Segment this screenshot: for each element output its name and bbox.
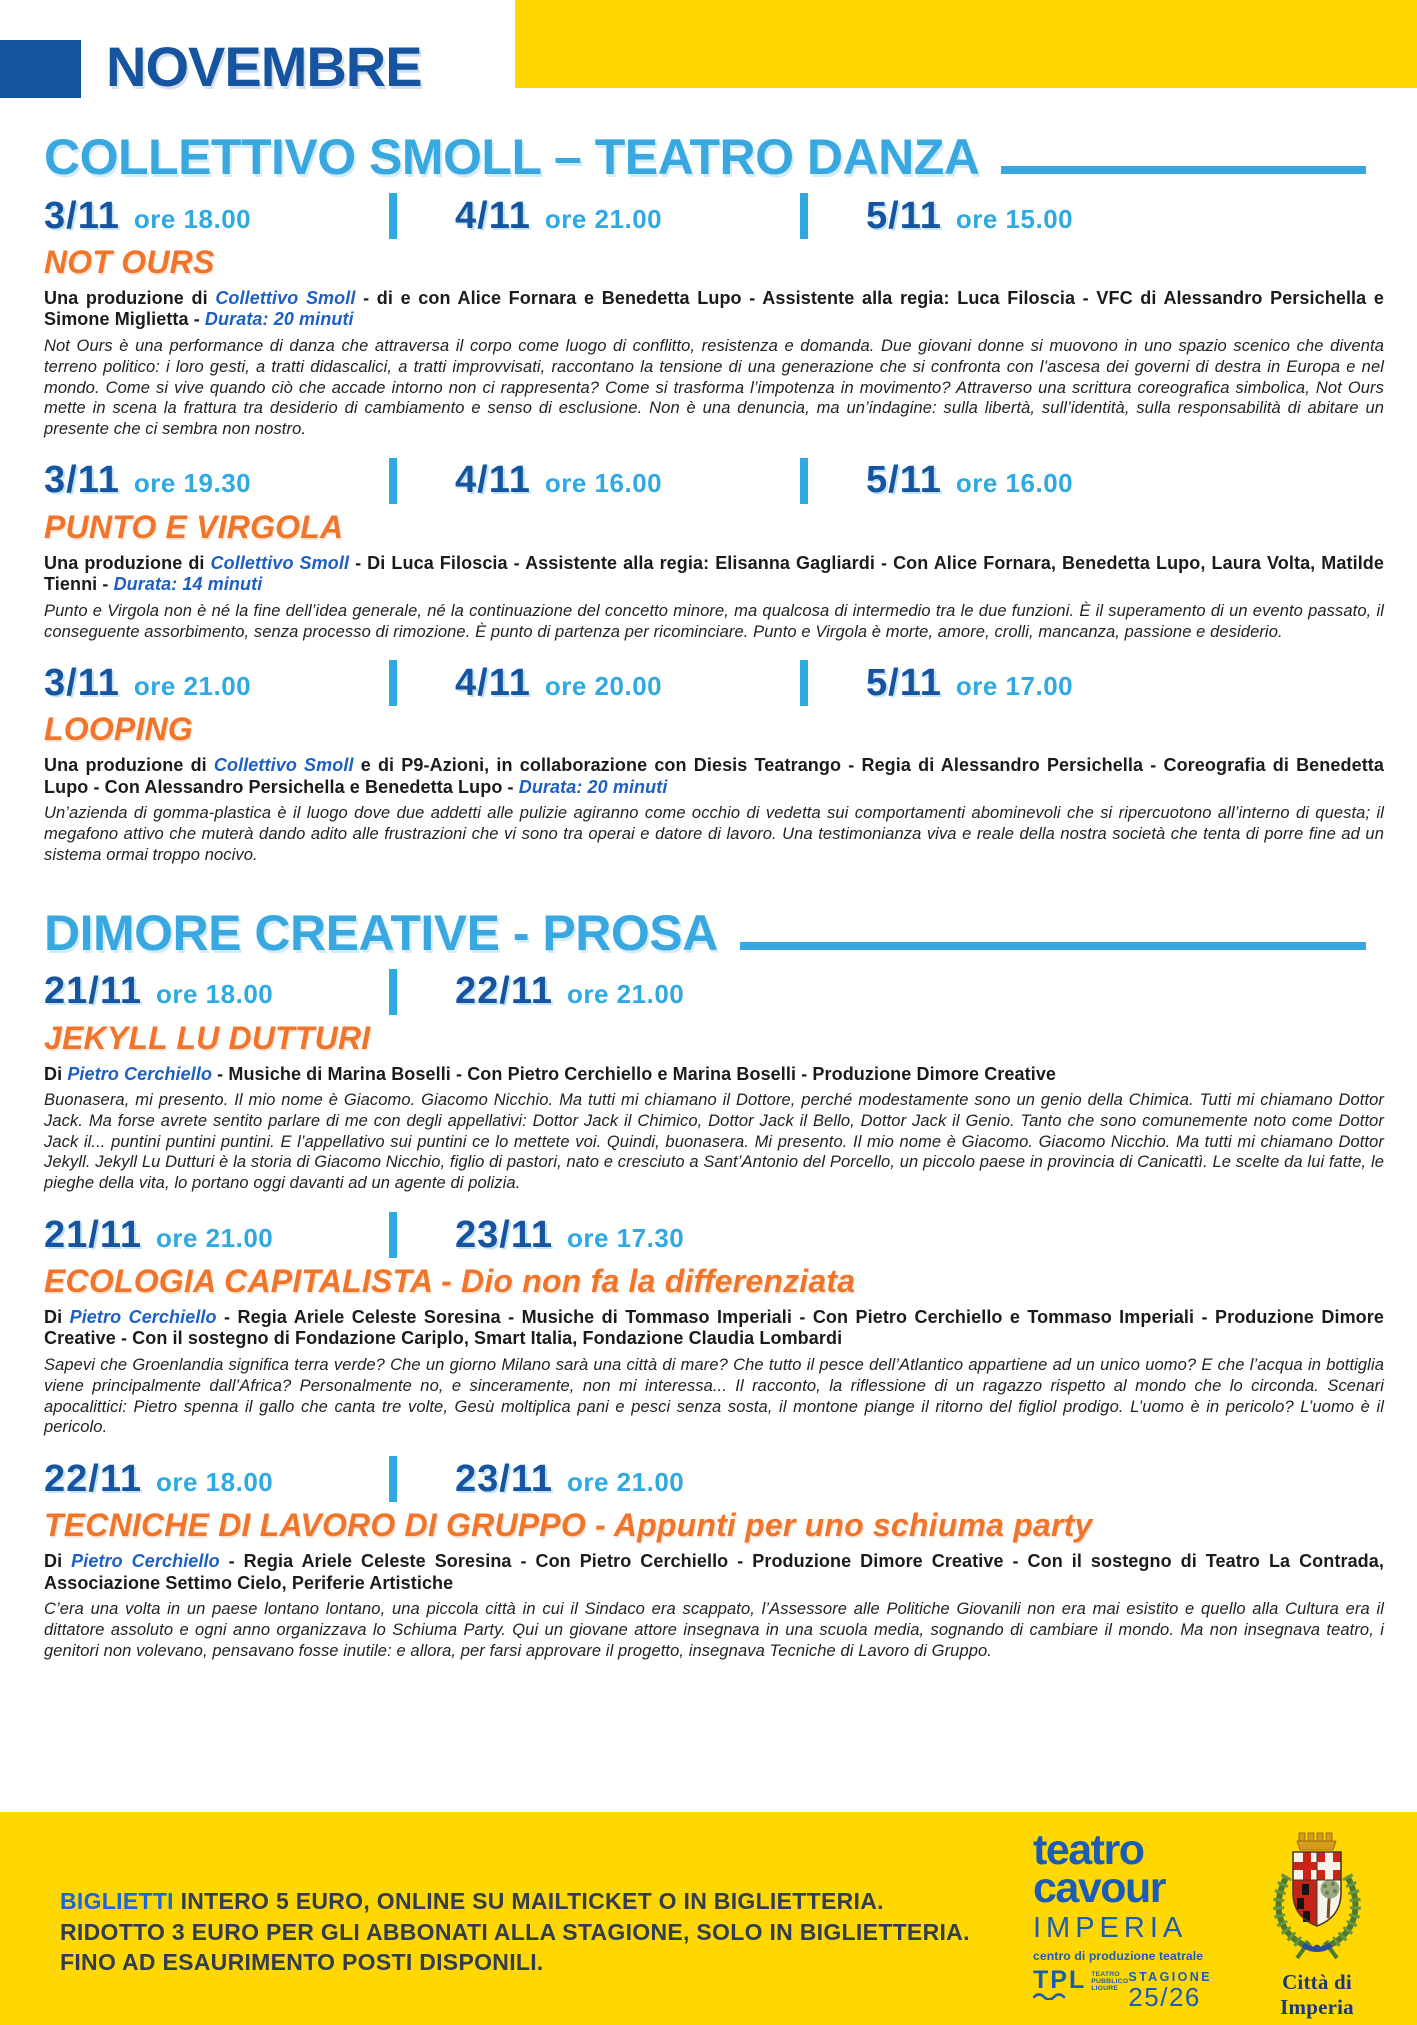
event-description: Punto e Virgola non è né la fine dell’idea generale, né la continuazione del concetto minore, ma qualcosa di intermedio tra le due funzioni. È il superamento di un evento passato, il conseguente assorbimento, senza processo di rimozione. È punto di partenza per ricominciare. Punto e Virgola è morte, amore, crolli, mancanza, passione e desiderio. <box>44 601 1384 641</box>
credits-segment: Una produzione di <box>44 552 211 573</box>
credits-segment: Durata: 20 minuti <box>518 776 668 797</box>
event-date: 21/11 <box>44 970 142 1013</box>
section-heading-underline <box>1001 166 1366 174</box>
date-group <box>44 970 389 1013</box>
ticket-info <box>60 1886 970 1978</box>
tpl-wordmark <box>1091 1971 1128 1993</box>
date-group <box>44 195 389 238</box>
credits-segment: Durata: 20 minuti <box>204 309 354 330</box>
ticket-info-segment: FINO AD ESAURIMENTO POSTI DISPONILI. <box>60 1949 544 1975</box>
event-time: ore 21.00 <box>133 670 252 701</box>
event-date: 5/11 <box>866 459 942 502</box>
event-credits <box>44 553 1384 596</box>
tpl-word-teatro: TEATRO <box>1091 1970 1120 1978</box>
programme-section <box>44 904 1384 1662</box>
event-description: Buonasera, mi presento. Il mio nome è Giacomo. Giacomo Nicchio. Ma tutti mi chiamano il Dottore, perché modestamente sono un genio della Chimica. Tutti mi chiamano Dottor Jack. Ma forse avrete sentito parlare di me con degli appellativi: Dottor Jack il Chimico, Dottor Jack il Bello, Dottor Jack il Genio. Tanto che sono comunemente noto come Dottor Jack il... puntini puntini puntini. E l’appellativo sui puntini ce lo mettete voi. Quindi, buonasera. Mi presento. Il mio nome è Giacomo. Giacomo Nicchio. Ma tutti mi chiamano Dottor Jekyll. Jekyll Lu Dutturi è la storia di Giacomo Nicchio, figlio di pastori, nato e cresciuto a Sant’Antonio del Porcello, un piccolo paese in provincia di Canicattì. Le scelte da lui fatte, le pieghe della vita, lo portano oggi davanti ad un agente di polizia. <box>44 1091 1384 1193</box>
credits-segment: Pietro Cerchiello <box>69 1306 217 1327</box>
event-time: ore 15.00 <box>955 203 1074 234</box>
coat-of-arms-icon <box>1261 1826 1373 1964</box>
date-separator-bar <box>800 660 808 706</box>
date-group <box>455 1458 800 1501</box>
ticket-info-segment: RIDOTTO 3 EURO <box>60 1918 266 1945</box>
event-date: 3/11 <box>44 194 120 237</box>
ticket-info-segment: INTERO 5 EURO, <box>180 1888 377 1914</box>
event-block <box>44 969 1384 1194</box>
event-description: Not Ours è una performance di danza che attraversa il corpo come luogo di conflitto, resistenza e domanda. Due giovani donne si muovono in uno spazio scenico che diventa terreno politico: i loro gesti, a tratti didascalici, a tratti improvvisati, raccontano la tensione di una generazione che si confronta con l’ascesa dei governi di destra in Europa e nel mondo. Come si vive quando ciò che accade intorno non ci rappresenta? Come si trasforma l’impotenza in movimento? Attraverso una scrittura coreografica simbolica, Not Ours mette in scena la frattura tra desiderio di cambiamento e senso di esclusione. Non è una denuncia, ma un’indagine: sulla libertà, sull’identità, sulla responsabilità di abitare un presente che ci sembra non nostro. <box>44 336 1384 439</box>
date-separator-bar <box>800 458 808 504</box>
event-date: 3/11 <box>44 661 120 704</box>
section-heading-underline <box>740 942 1366 950</box>
event-block <box>44 1456 1384 1661</box>
credits-segment: - Di Luca Filoscia - Assistente alla regia: Elisanna Gagliardi - Con Alice Fornara, Benedetta Lupo, Laura Volta, Matilde Tienni - <box>44 552 1385 595</box>
citta-di-imperia-emblem <box>1250 1826 1384 2020</box>
date-group <box>866 195 1211 238</box>
credits-segment: Durata: 14 minuti <box>113 574 263 595</box>
logo-tagline: centro di produzione teatrale <box>1033 1948 1204 1963</box>
event-time: ore 21.00 <box>567 1466 685 1497</box>
credits-segment: Collettivo Smoll <box>210 552 350 573</box>
event-dates-row <box>44 193 1384 239</box>
programme-content <box>44 129 1385 1661</box>
credits-segment: e di P9-Azioni, in collaborazione con Diesis Teatrango - Regia di Alessandro Persichella - Coreografia di Benedetta Lupo - Con Alessandro Persichella e Benedetta Lupo - <box>44 755 1384 797</box>
event-time: ore 16.00 <box>544 468 663 499</box>
date-separator-bar <box>800 193 808 239</box>
event-date: 21/11 <box>44 1213 142 1256</box>
event-dates-row <box>44 969 1384 1015</box>
mural-crown <box>1297 1833 1336 1850</box>
date-group <box>455 662 800 705</box>
event-dates-row <box>44 1212 1384 1258</box>
event-date: 5/11 <box>866 661 942 704</box>
event-credits <box>44 755 1384 798</box>
footer <box>0 1812 1417 2025</box>
event-credits <box>44 1551 1384 1594</box>
logo-word-teatro: teatro <box>1033 1826 1144 1874</box>
event-dates-row <box>44 660 1384 706</box>
season-years: 25/26 <box>1128 1981 1201 2012</box>
date-group <box>455 970 800 1013</box>
date-group <box>44 662 389 705</box>
event-date: 22/11 <box>44 1457 142 1500</box>
credits-segment: - di e con Alice Fornara e Benedetta Lupo - Assistente alla regia: Luca Filoscia - VFC di Alessandro Persichella e Simone Miglietta - <box>44 287 1384 330</box>
credits-segment: Pietro Cerchiello <box>71 1551 220 1572</box>
event-title: LOOPING <box>44 711 193 748</box>
section-heading: COLLETTIVO SMOLL – TEATRO DANZA <box>44 129 980 185</box>
credits-segment: Collettivo Smoll <box>213 755 354 776</box>
date-separator-bar <box>389 458 397 504</box>
programme-section <box>44 129 1385 866</box>
event-description: Sapevi che Groenlandia significa terra verde? Che un giorno Milano sarà una città di mare? Che tutto il pesce dell’Atlantico appartiene ad un unico uomo? E che l’acqua in bottiglia viene principalmente dall’Africa? Personalmente no, e sinceramente, non mi interessa... Il racconto, la riflessione di un ragazzo rispetto al mondo che lo circonda. Scenari apocalittici: Pietro spenna il gallo che canta tre volte, Gesù moltiplica pani e pesci senza sosta, il montone piange il ritorno del figliol prodigo. L’uomo è in pericolo? L’uomo è il pericolo. <box>44 1355 1384 1437</box>
event-date: 3/11 <box>44 459 120 502</box>
ticket-info-line <box>60 1947 970 1978</box>
credits-segment: Una produzione di <box>44 287 216 308</box>
date-group <box>44 1458 389 1501</box>
tpl-word-ligure: LIGURE <box>1091 1985 1119 1993</box>
event-date: 23/11 <box>455 1457 553 1500</box>
date-group <box>866 662 1211 705</box>
credits-segment: - Musiche di Marina Boselli - Con Pietro Cerchiello e Marina Boselli - Produzione Dimore Creative <box>212 1063 1057 1084</box>
ticket-info-segment: BIGLIETTI <box>60 1888 181 1914</box>
event-title: NOT OURS <box>44 244 215 280</box>
event-time: ore 17.00 <box>955 670 1074 701</box>
credits-segment: Di <box>44 1063 68 1084</box>
event-block <box>44 193 1384 440</box>
event-title: ECOLOGIA CAPITALISTA - Dio non fa la differenziata <box>44 1263 856 1300</box>
event-block <box>44 660 1384 865</box>
month-marker-square <box>0 40 81 98</box>
credits-segment: Una produzione di <box>44 755 214 776</box>
date-separator-bar <box>389 969 397 1015</box>
event-block <box>44 1212 1384 1438</box>
logo-city: IMPERIA <box>1033 1911 1188 1944</box>
top-yellow-band <box>515 0 1417 88</box>
credits-segment: Collettivo Smoll <box>215 287 356 308</box>
date-group <box>44 1214 389 1257</box>
event-title: JEKYLL LU DUTTURI <box>44 1019 371 1056</box>
date-separator-bar <box>389 1456 397 1502</box>
date-separator-bar <box>389 1212 397 1258</box>
season-block <box>1128 1970 1212 2011</box>
date-group <box>44 459 389 502</box>
season-label: STAGIONE <box>1128 1969 1212 1984</box>
event-time: ore 18.00 <box>156 979 274 1010</box>
event-date: 5/11 <box>866 194 942 237</box>
tpl-letters: TPL <box>1033 1965 1087 1994</box>
event-description: C’era una volta in un paese lontano lontano, una piccola città in cui il Sindaco era scappato, l’Assessore alle Politiche Giovanili non era mai esistito e quello alla Cultura era il dittatore assoluto e ogni anno organizzava lo Schiuma Party. Qui un giovane attore insegnava in una scuola media, sognando di cambiare il mondo. Ma non insegnava teatro, i genitori non volevano, pensavano fosse inutile: e allora, per farsi approvare il progetto, insegnava Tecniche di Lavoro di Gruppo. <box>44 1600 1384 1660</box>
event-title: TECNICHE DI LAVORO DI GRUPPO - Appunti per uno schiuma party <box>44 1507 1093 1544</box>
event-time: ore 21.00 <box>544 203 663 234</box>
credits-segment: Di <box>44 1551 72 1572</box>
teatro-cavour-logo <box>1033 1826 1212 2012</box>
event-credits <box>44 1307 1384 1350</box>
event-dates-row <box>44 1456 1384 1502</box>
date-group <box>455 195 800 238</box>
event-time: ore 18.00 <box>133 203 252 234</box>
date-separator-bar <box>389 193 397 239</box>
event-time: ore 17.30 <box>567 1222 685 1253</box>
event-credits <box>44 1064 1384 1086</box>
page-title: NOVEMBRE <box>106 35 422 98</box>
date-group <box>455 1214 800 1257</box>
ticket-info-line <box>60 1886 970 1917</box>
event-date: 4/11 <box>455 459 531 502</box>
logo-word-cavour: cavour <box>1033 1863 1166 1912</box>
tpl-wave-icon <box>1033 1991 1071 2000</box>
credits-segment: - Regia Ariele Celeste Soresina - Con Pietro Cerchiello - Produzione Dimore Creative - Con il sostegno di Teatro La Contrada, Associazione Settimo Cielo, Periferie Artistiche <box>44 1551 1384 1593</box>
event-time: ore 18.00 <box>156 1466 274 1497</box>
section-heading-row <box>44 129 1384 185</box>
event-date: 23/11 <box>455 1213 553 1256</box>
event-dates-row <box>44 458 1384 504</box>
event-date: 4/11 <box>455 194 531 237</box>
credits-segment: - Regia Ariele Celeste Soresina - Musiche di Tommaso Imperiali - Con Pietro Cerchiello e Tommaso Imperiali - Produzione Dimore Creative - Con il sostegno di Fondazione Cariplo, Smart Italia, Fondazione Claudia Lombardi <box>44 1306 1384 1349</box>
tpl-word-pubblico: PUBBLICO <box>1091 1977 1129 1985</box>
event-date: 22/11 <box>455 970 553 1013</box>
logo-bottom-row <box>1033 1965 1212 2012</box>
date-group <box>866 459 1211 502</box>
ticket-info-segment: PER GLI ABBONATI ALLA STAGIONE, SOLO IN BIGLIETTERIA. <box>266 1918 970 1945</box>
event-time: ore 16.00 <box>955 468 1074 499</box>
event-time: ore 21.00 <box>567 979 685 1010</box>
event-block <box>44 458 1384 643</box>
date-separator-bar <box>389 660 397 706</box>
coat-of-arms-caption: Città di Imperia <box>1280 1970 1354 2019</box>
event-date: 4/11 <box>455 661 531 704</box>
event-title: PUNTO E VIRGOLA <box>44 508 344 545</box>
event-time: ore 20.00 <box>544 670 663 701</box>
credits-segment: Di <box>44 1306 70 1327</box>
event-time: ore 19.30 <box>133 468 252 499</box>
credits-segment: Pietro Cerchiello <box>67 1063 213 1084</box>
date-group <box>455 459 800 502</box>
event-description: Un’azienda di gomma-plastica è il luogo dove due addetti alle pulizie agiranno come occhio di vedetta sui comportamenti abominevoli che si ripercuotono all’interno di questa; il megafono attivo che muterà dando adito alle frustrazioni che vi sono tra operai e datore di lavoro. Una testimonianza viva e reale della nostra società che tenta di porre fine ad un sistema ormai troppo nocivo. <box>44 804 1384 864</box>
event-time: ore 21.00 <box>156 1222 274 1253</box>
section-heading-row <box>44 904 1384 961</box>
section-heading: DIMORE CREATIVE - PROSA <box>44 904 718 961</box>
tpl-logo-icon <box>1033 1965 1087 2003</box>
event-credits <box>44 288 1384 331</box>
ticket-info-line <box>60 1917 970 1948</box>
ticket-info-segment: ONLINE SU MAILTICKET O IN BIGLIETTERIA. <box>376 1888 884 1914</box>
